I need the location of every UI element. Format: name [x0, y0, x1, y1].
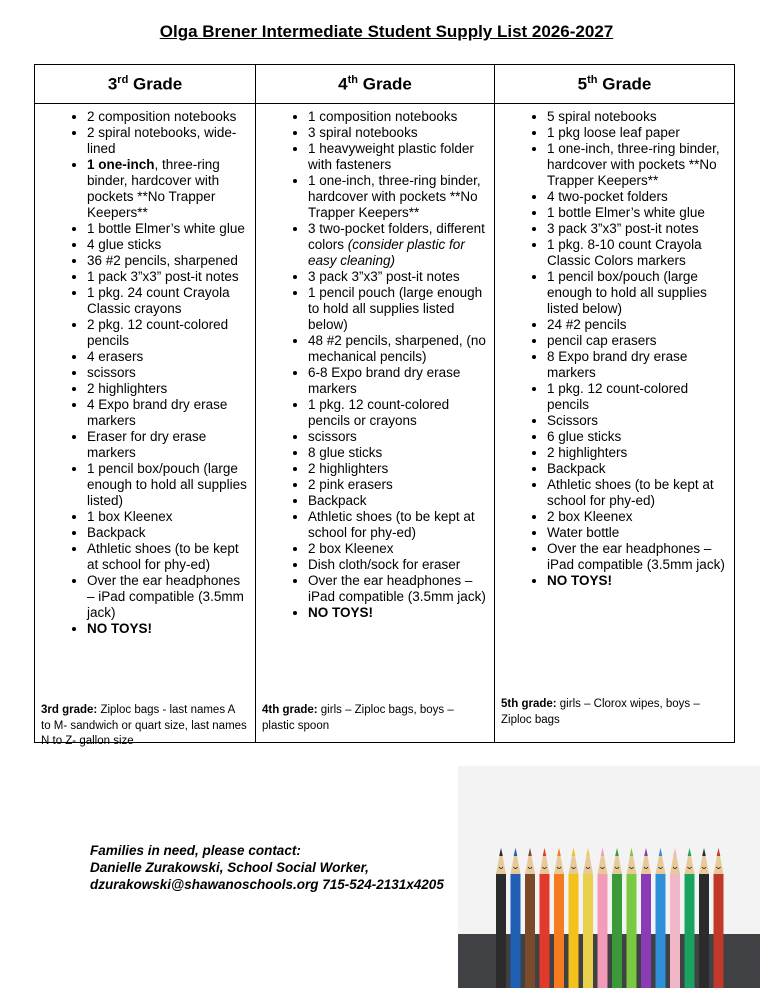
pencil-body — [656, 874, 666, 988]
pencil-body — [525, 874, 535, 988]
pencil-body — [714, 874, 724, 988]
supply-item-text: 1 pkg. 12 count-colored pencils — [547, 381, 689, 412]
supply-item — [87, 509, 249, 525]
supply-item — [308, 573, 488, 605]
pencil — [699, 848, 709, 988]
supply-item-text: 4 Expo brand dry erase markers — [87, 397, 228, 428]
supply-item — [547, 413, 728, 429]
supply-item-bold: NO TOYS! — [308, 605, 374, 620]
pencil-body — [583, 874, 593, 988]
grade-column-3 — [35, 104, 256, 747]
supply-item — [308, 477, 488, 493]
supply-item-text: scissors — [87, 365, 136, 380]
supply-item — [547, 237, 728, 269]
supply-item — [547, 333, 728, 349]
grade-suffix: rd — [117, 73, 129, 86]
supply-item-text: Eraser for dry erase markers — [87, 429, 207, 460]
grade-header-row — [35, 65, 735, 104]
supply-item-text: 2 box Kleenex — [308, 541, 394, 556]
supply-item-text: 1 composition notebooks — [308, 109, 458, 124]
supply-item — [308, 605, 488, 621]
supply-item — [547, 141, 728, 189]
grade-suffix: th — [347, 73, 358, 86]
pencil-body — [699, 874, 709, 988]
pencil-body — [540, 874, 550, 988]
supply-item-text: 4 erasers — [87, 349, 144, 364]
pencil-body — [641, 874, 651, 988]
pencil-body — [511, 874, 521, 988]
supply-item — [87, 253, 249, 269]
supply-table — [34, 64, 735, 747]
grade-note-3 — [41, 703, 247, 750]
supply-item-text: 1 bottle Elmer’s white glue — [87, 221, 245, 236]
supply-list-3 — [35, 104, 255, 637]
supply-item-text: Over the ear headphones – iPad compatible (3.5mm jack) — [547, 541, 725, 572]
supply-item — [308, 125, 488, 141]
supply-item-text: 4 two-pocket folders — [547, 189, 668, 204]
supply-item — [547, 525, 728, 541]
supply-item-text: 1 bottle Elmer’s white glue — [547, 205, 705, 220]
supply-item-text: scissors — [308, 429, 357, 444]
supply-item — [87, 157, 249, 221]
supply-item-text: 3 pack 3”x3” post-it notes — [308, 269, 460, 284]
supply-item-text: 1 one-inch, three-ring binder, hardcover with pockets **No Trapper Keepers** — [547, 141, 720, 188]
grade-word: Grade — [133, 74, 183, 94]
supply-item-text: 36 #2 pencils, sharpened — [87, 253, 238, 268]
pencil — [670, 848, 680, 988]
pencil — [598, 848, 608, 988]
pencil — [511, 848, 521, 988]
pencil-body — [598, 874, 608, 988]
contact-name: Danielle Zurakowski, School Social Worker, — [90, 860, 369, 875]
supply-item — [547, 189, 728, 205]
supply-item-text: , three-ring binder, hardcover with pockets **No Trapper Keepers** — [87, 157, 220, 220]
grade-number: 5 — [577, 74, 588, 94]
supply-item-text: Over the ear headphones – iPad compatible (3.5mm jack) — [308, 573, 486, 604]
contact-info — [90, 842, 444, 893]
supply-item — [87, 541, 249, 573]
pencils-illustration — [458, 766, 760, 988]
pencil — [540, 848, 550, 988]
supply-item — [87, 317, 249, 349]
supply-item — [547, 541, 728, 573]
contact-heading: Families in need, please contact: — [90, 843, 301, 858]
grade-header-4 — [256, 65, 495, 104]
supply-item — [308, 509, 488, 541]
supply-item — [308, 429, 488, 445]
supply-item-bold: 1 one-inch — [87, 157, 155, 172]
pencil — [612, 848, 622, 988]
pencil-body — [670, 874, 680, 988]
supply-item-text: 1 heavyweight plastic folder with fasteners — [308, 141, 474, 172]
supply-item-text: 4 glue sticks — [87, 237, 162, 252]
supply-item — [547, 221, 728, 237]
supply-item — [308, 461, 488, 477]
grade-note-4 — [262, 703, 486, 734]
pencil — [583, 848, 593, 988]
supply-item — [308, 365, 488, 397]
supply-item — [87, 221, 249, 237]
supply-item — [547, 317, 728, 333]
supply-item-text: 3 pack 3”x3” post-it notes — [547, 221, 699, 236]
note-label: 4th grade: — [262, 704, 318, 716]
note-label: 5th grade: — [501, 698, 557, 710]
supply-item — [308, 493, 488, 509]
supply-item — [87, 621, 249, 637]
contact-email-phone: dzurakowski@shawanoschools.org 715-524-2131x4205 — [90, 877, 444, 892]
supply-item — [87, 573, 249, 621]
supply-item — [308, 173, 488, 221]
supply-item-bold: NO TOYS! — [87, 621, 153, 636]
pencil-body — [685, 874, 695, 988]
supply-item-text: 3 two-pocket folders, different colors — [308, 221, 485, 252]
pencil — [554, 848, 564, 988]
page-title: Olga Brener Intermediate Student Supply List 2026-2027 — [159, 22, 614, 41]
supply-item — [547, 461, 728, 477]
supply-item-text: 2 pink erasers — [308, 477, 393, 492]
supply-item-text: 1 pkg. 24 count Crayola Classic crayons — [87, 285, 230, 316]
supply-item — [87, 365, 249, 381]
supply-item — [87, 269, 249, 285]
supply-item-text: 5 spiral notebooks — [547, 109, 657, 124]
supply-item — [547, 381, 728, 413]
supply-item — [308, 445, 488, 461]
colored-pencils-photo — [458, 766, 760, 988]
pencil — [656, 848, 666, 988]
note-text: girls – Clorox wipes, boys – Ziploc bags — [501, 698, 700, 726]
grade-word: Grade — [602, 74, 652, 94]
supply-item-italic: (consider plastic for easy cleaning) — [308, 237, 465, 268]
supply-item-text: Backpack — [547, 461, 606, 476]
supply-item-text: Athletic shoes (to be kept at school for phy-ed) — [547, 477, 714, 508]
supply-item-text: 6-8 Expo brand dry erase markers — [308, 365, 461, 396]
supply-item-text: 24 #2 pencils — [547, 317, 627, 332]
supply-item-text: 2 highlighters — [308, 461, 389, 476]
pencil — [641, 848, 651, 988]
supply-item-text: 1 pencil pouch (large enough to hold all supplies listed below) — [308, 285, 483, 332]
grade-header-5 — [495, 65, 735, 104]
supply-item — [308, 541, 488, 557]
pencil-body — [627, 874, 637, 988]
supply-item — [87, 125, 249, 157]
supply-item-text: 2 pkg. 12 count-colored pencils — [87, 317, 229, 348]
supply-item — [547, 429, 728, 445]
pencil-body — [569, 874, 579, 988]
supply-item-text: 1 pencil box/pouch (large enough to hold all supplies listed) — [87, 461, 247, 508]
supply-item — [547, 445, 728, 461]
supply-item — [308, 557, 488, 573]
supply-list-4 — [256, 104, 494, 621]
supply-item-text: 48 #2 pencils, sharpened, (no mechanical pencils) — [308, 333, 486, 364]
supply-item-text: 1 pkg loose leaf paper — [547, 125, 680, 140]
supply-item — [308, 141, 488, 173]
pencil — [685, 848, 695, 988]
grade-column-5 — [495, 104, 735, 743]
supply-item — [547, 509, 728, 525]
supply-item-text: 6 glue sticks — [547, 429, 622, 444]
supply-item-bold: NO TOYS! — [547, 573, 613, 588]
supply-item — [87, 397, 249, 429]
pencil-body — [496, 874, 506, 988]
supply-item-text: 1 pkg. 12 count-colored pencils or crayons — [308, 397, 450, 428]
supply-item-text: 1 one-inch, three-ring binder, hardcover with pockets **No Trapper Keepers** — [308, 173, 481, 220]
supply-item — [87, 525, 249, 541]
pencil-body — [554, 874, 564, 988]
supply-item-text: 1 box Kleenex — [87, 509, 173, 524]
supply-item — [308, 221, 488, 269]
supply-item-text: 3 spiral notebooks — [308, 125, 418, 140]
pencil — [627, 848, 637, 988]
pencil-body — [612, 874, 622, 988]
supply-item — [547, 349, 728, 381]
supply-item-text: Dish cloth/sock for eraser — [308, 557, 461, 572]
supply-item — [308, 333, 488, 365]
supply-item — [87, 381, 249, 397]
note-text: girls – Ziploc bags, boys – plastic spoon — [262, 704, 454, 732]
supply-item — [87, 349, 249, 365]
supply-item-text: Over the ear headphones – iPad compatible (3.5mm jack) — [87, 573, 244, 620]
supply-item — [547, 269, 728, 317]
supply-item — [547, 125, 728, 141]
supply-item — [547, 109, 728, 125]
supply-item — [308, 109, 488, 125]
supply-item-text: pencil cap erasers — [547, 333, 657, 348]
supply-item — [308, 397, 488, 429]
supply-item-text: 8 Expo brand dry erase markers — [547, 349, 688, 380]
supply-item — [87, 237, 249, 253]
pencil — [496, 848, 506, 988]
grade-column-4 — [256, 104, 495, 743]
pencil — [569, 848, 579, 988]
supply-item — [87, 285, 249, 317]
supply-item-text: Athletic shoes (to be kept at school for phy-ed) — [308, 509, 475, 540]
supply-item-text: Athletic shoes (to be kept at school for phy-ed) — [87, 541, 239, 572]
supply-item-text: 1 pack 3”x3” post-it notes — [87, 269, 239, 284]
supply-item-text: Water bottle — [547, 525, 620, 540]
supply-item-text: 2 spiral notebooks, wide-lined — [87, 125, 237, 156]
grade-number: 4 — [338, 74, 348, 94]
supply-item-text: Backpack — [87, 525, 146, 540]
supply-item — [547, 477, 728, 509]
supply-item — [87, 461, 249, 509]
supply-item-text: Scissors — [547, 413, 599, 428]
supply-item-text: 2 highlighters — [547, 445, 628, 460]
supply-item — [308, 285, 488, 333]
supply-item-text: 2 highlighters — [87, 381, 168, 396]
supply-item-text: Backpack — [308, 493, 367, 508]
note-label: 3rd grade: — [41, 704, 98, 716]
grade-note-5 — [501, 697, 726, 728]
supply-list-5 — [495, 104, 734, 589]
supply-item — [87, 109, 249, 125]
supply-item-text: 2 box Kleenex — [547, 509, 633, 524]
supply-item-text: 1 pkg. 8-10 count Crayola Classic Colors markers — [547, 237, 702, 268]
pencil — [525, 848, 535, 988]
note-text: Ziploc bags - last names A to M- sandwich or quart size, last names N to Z- gallon size — [41, 704, 247, 747]
grade-number: 3 — [107, 74, 118, 94]
grade-word: Grade — [362, 74, 412, 94]
supply-item-text: 8 glue sticks — [308, 445, 383, 460]
grade-suffix: th — [587, 73, 598, 86]
supply-item — [87, 429, 249, 461]
supply-item-text: 2 composition notebooks — [87, 109, 237, 124]
grade-header-3 — [35, 65, 256, 104]
pencil — [714, 848, 724, 988]
supply-item — [547, 573, 728, 589]
supply-item — [547, 205, 728, 221]
supply-item-text: 1 pencil box/pouch (large enough to hold all supplies listed below) — [547, 269, 707, 316]
supply-item — [308, 269, 488, 285]
